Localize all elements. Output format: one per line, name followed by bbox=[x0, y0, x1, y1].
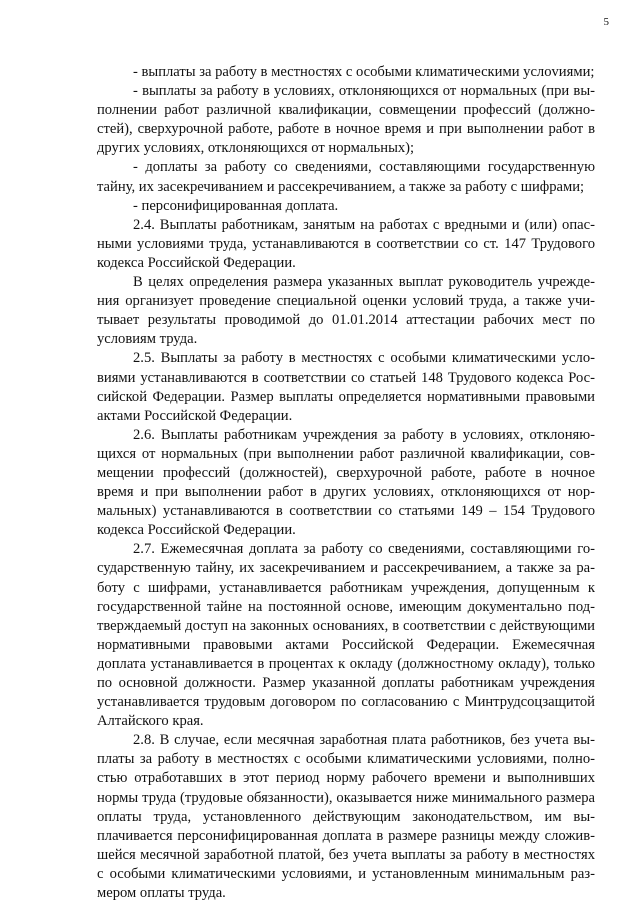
list-item-climatic-payments: - выплаты за работу в местностях с особыми климатическими услоvиями; bbox=[133, 64, 595, 80]
list-item-abnormal-conditions-payments: - выплаты за работу в условиях, отклоняющихся от нормальных (при выполнении работ различной квалификации, совмещении профессий (должностей), сверхурочной работе, работе в ночное время и при выполнении работ в других условиях, отклоняющихся от нормальных); bbox=[97, 83, 595, 157]
clause-2-4-assessment: В целях определения размера указанных выплат руководитель учреждения организует проведение специальной оценки условий труда, а также учитывает результаты проводимой до 01.01.2014 аттестации рабочих мест по условиям труда. bbox=[97, 274, 595, 348]
list-item-personalized-supplement: - персонифицированная доплата. bbox=[133, 197, 339, 214]
clause-2-7: 2.7. Ежемесячная доплата за работу со сведениями, составляющими государственную тайну, их засекречиванием и рассекречиванием, а также за работу с шифрами, устанавливается работникам учреждения, допущенным к государственной тайне на постоянной основе, имеющим документально подтверждаемый доступ на законных основаниях, в соответствии с действующими нормативными правовыми актами Российской Федерации. Ежемесячная доплата устанавливается в процентах к окладу (должностному окладу), только по основной должности. Размер указанной доплаты работникам учреждения устанавливается трудовым договором по согласованию с Минтрудсоцзащитой Алтайского края. bbox=[97, 541, 595, 730]
clause-2-4: 2.4. Выплаты работникам, занятым на работах с вредными и (или) опасными условиями труда, устанавливаются в соответствии со ст. 147 Трудового кодекса Российской Федерации. bbox=[97, 216, 595, 271]
clause-2-6: 2.6. Выплаты работникам учреждения за работу в условиях, отклоняющихся от нормальных (при выполнении работ различной квалификации, совмещении профессий (должностей), сверхурочной работе, работе в ночное время и при выполнении работ в других условиях, отклоняющихся от нормальных) устанавливаются в соответствии со статьями 149 – 154 Трудового кодекса Российской Федерации. bbox=[97, 426, 595, 539]
page-number: 5 bbox=[603, 16, 609, 28]
document-body bbox=[97, 63, 595, 903]
clause-2-8: 2.8. В случае, если месячная заработная плата работников, без учета выплаты за работу в местностях с особыми климатическими условиями, полностью отработавших в этот период норму рабочего времени и выполнивших нормы труда (трудовые обязанности), оказывается ниже минимального размера оплаты труда, установленного действующим законодательством, им выплачивается персонифицированная доплата в размере разницы между сложившейся месячной заработной платой, без учета выплаты за работу в местностях с особыми климатическими условиями, и установленным минимальным размером оплаты труда. bbox=[97, 732, 595, 902]
list-item-state-secret-supplements: - доплаты за работу со сведениями, составляющими государственную тайну, их засекречиванием и рассекречиванием, а также за работу с шифрами; bbox=[97, 159, 595, 195]
clause-2-5: 2.5. Выплаты за работу в местностях с особыми климатическими условиями устанавливаются в соответствии со статьей 148 Трудового кодекса Российской Федерации. Размер выплаты определяется нормативными правовыми актами Российской Федерации. bbox=[97, 350, 595, 424]
